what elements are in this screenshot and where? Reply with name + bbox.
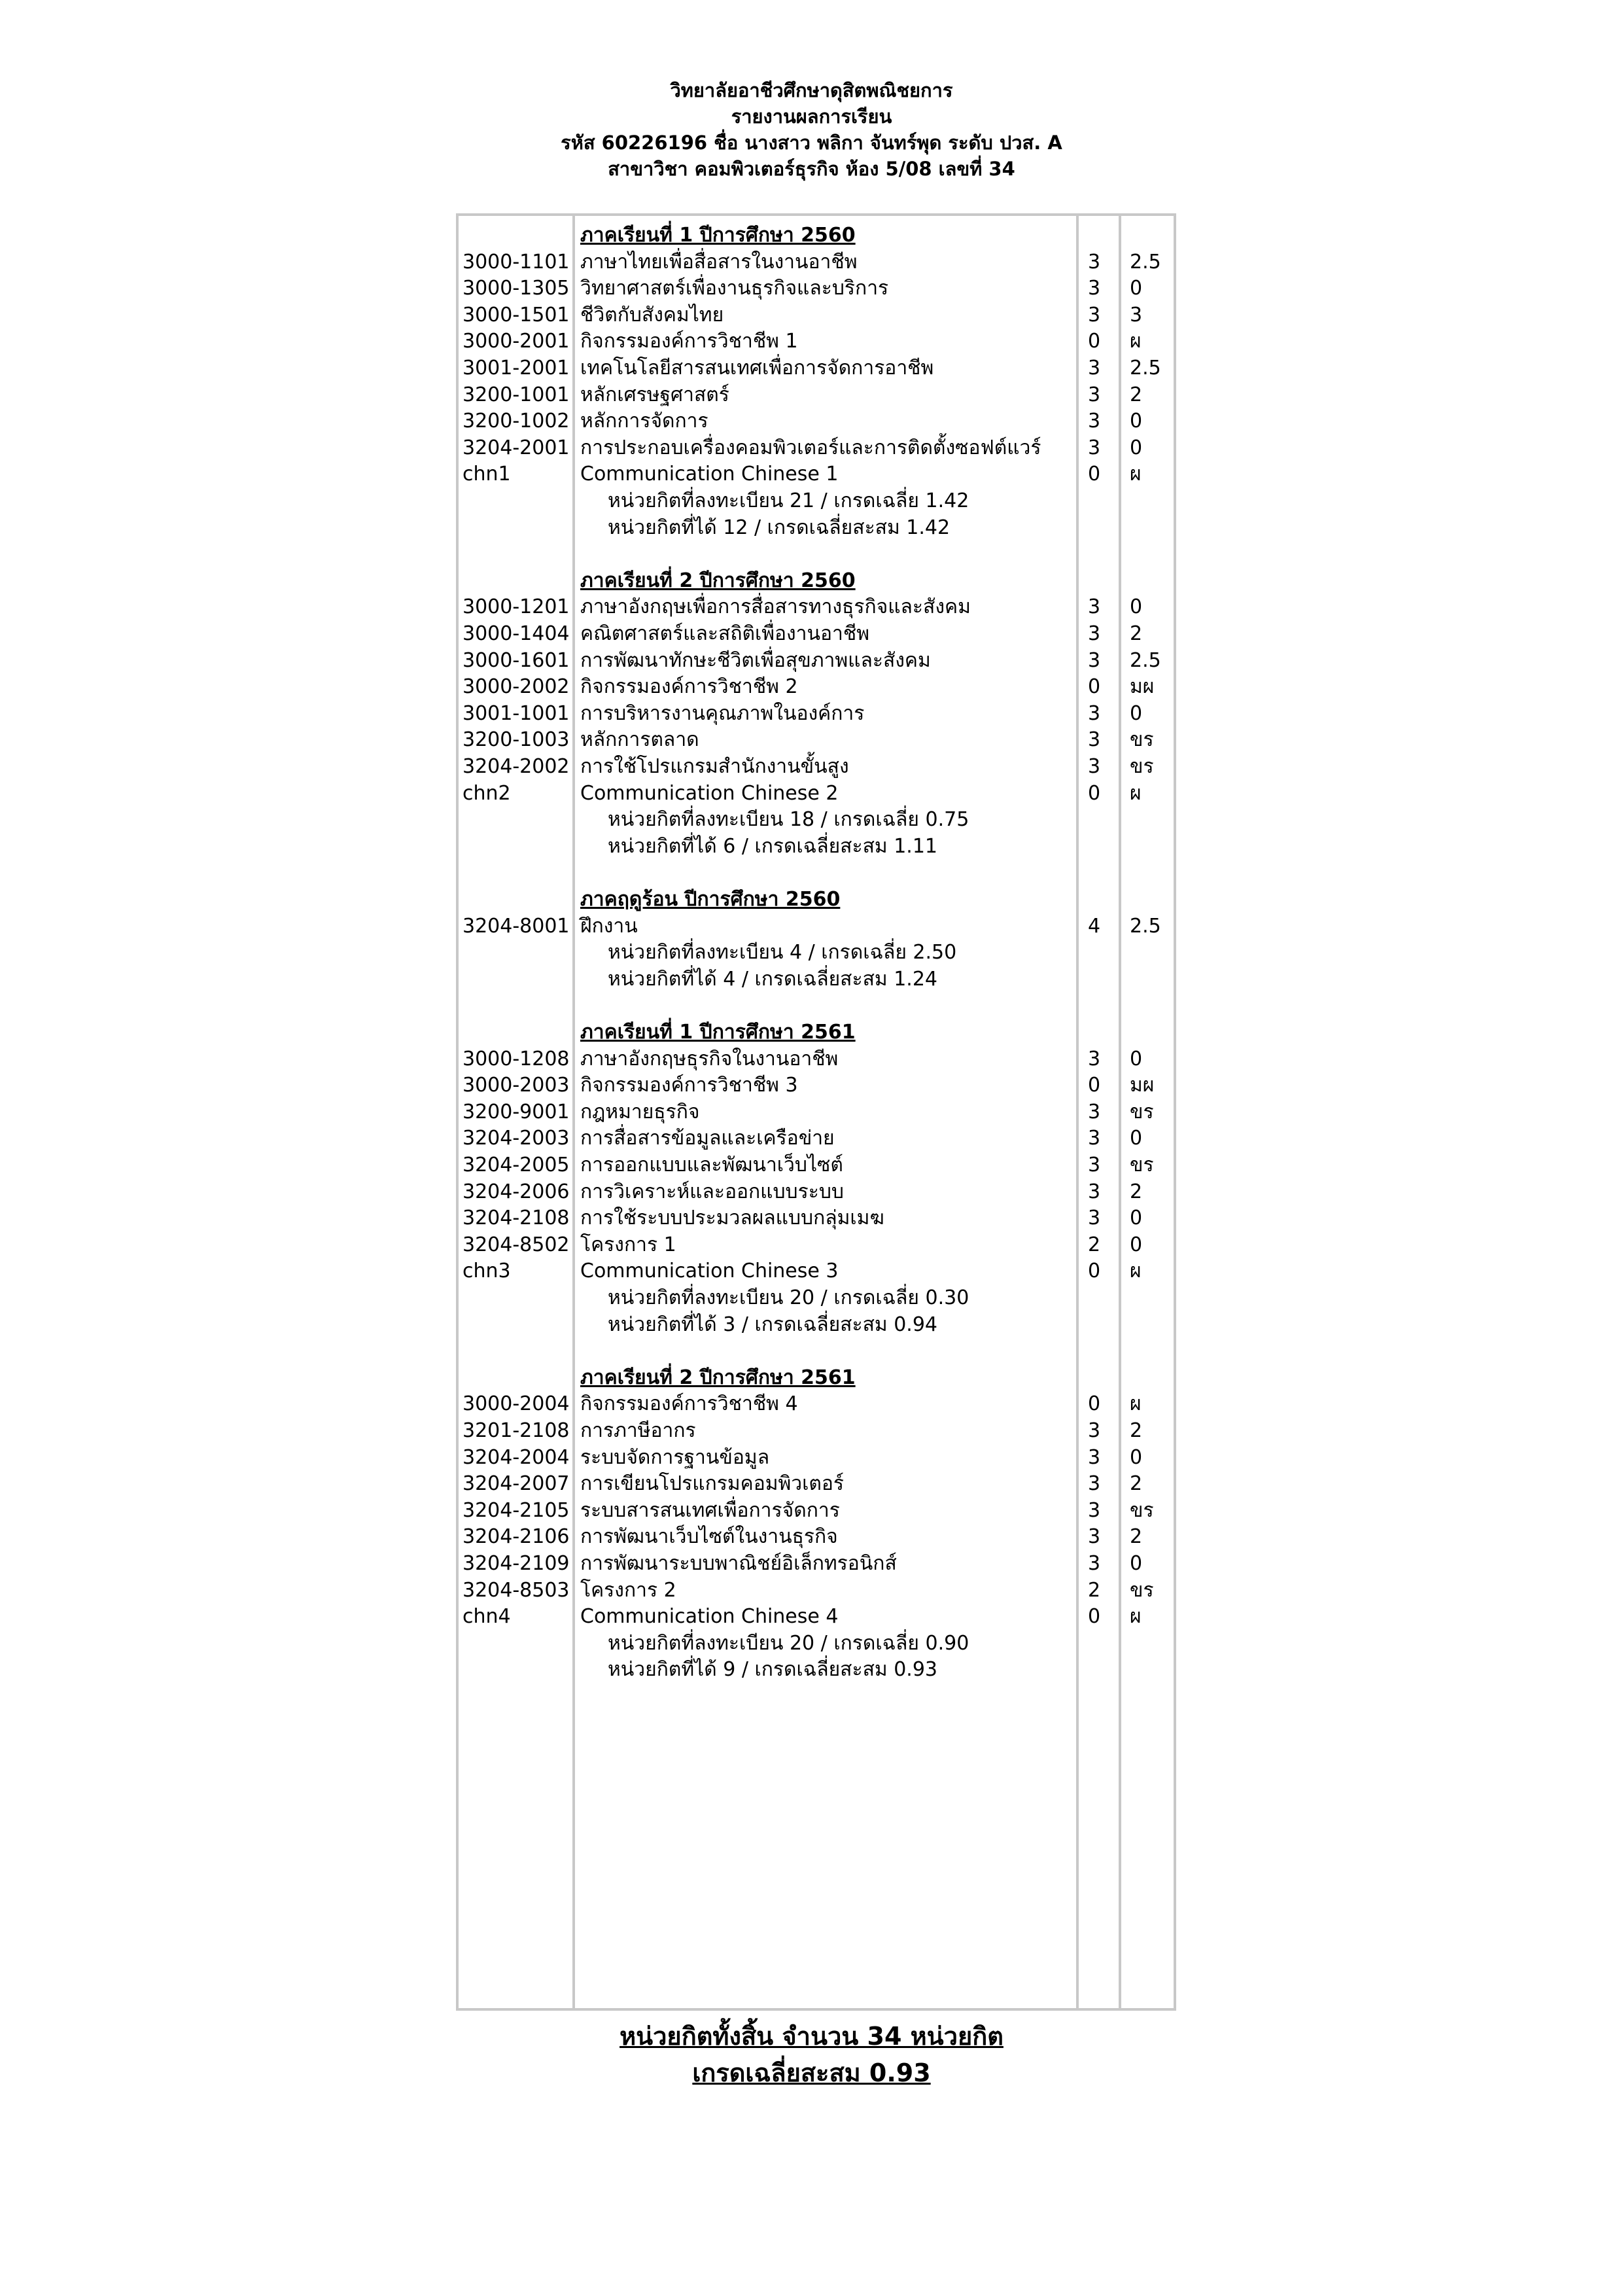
semester-title-row	[456, 1019, 1176, 1046]
course-grade: ขร	[1130, 728, 1154, 752]
course-row	[456, 382, 1176, 408]
course-name: ภาษาไทยเพื่อสื่อสารในงานอาชีพ	[580, 250, 858, 274]
course-name: ระบบสารสนเทศเพื่อการจัดการ	[580, 1498, 840, 1522]
course-name: ภาษาอังกฤษเพื่อการสื่อสารทางธุรกิจและสังคม	[580, 595, 971, 619]
registered-credits-gpa: หน่วยกิตที่ลงทะเบียน 21 / เกรดเฉลี่ย 1.42	[608, 489, 969, 512]
course-code: 3000-2003	[462, 1074, 570, 1097]
registered-credits-gpa: หน่วยกิตที่ลงทะเบียน 20 / เกรดเฉลี่ย 0.30	[608, 1286, 969, 1309]
course-code: 3204-2108	[462, 1207, 570, 1230]
semester-summary-earned	[456, 515, 1176, 541]
course-credit: 3	[1088, 1180, 1101, 1203]
course-grade: 0	[1130, 1552, 1143, 1575]
course-grade: 3	[1130, 303, 1143, 327]
course-name: หลักการจัดการ	[580, 410, 708, 433]
course-row	[456, 1604, 1176, 1630]
course-code: 3000-2001	[462, 330, 570, 353]
course-name: การประกอบเครื่องคอมพิวเตอร์และการติดตั้งซอฟต์แวร์	[580, 436, 1041, 459]
course-row	[456, 1099, 1176, 1125]
semester-title: ภาคเรียนที่ 1 ปีการศึกษา 2561	[580, 1021, 856, 1044]
course-row	[456, 701, 1176, 727]
course-grade: 2	[1130, 383, 1143, 406]
course-grade: 0	[1130, 595, 1143, 619]
course-name: ระบบจัดการฐานข้อมูล	[580, 1445, 770, 1469]
table-border-bottom	[456, 2008, 1176, 2011]
course-name: การออกแบบและพัฒนาเว็บไซต์	[580, 1154, 843, 1176]
semester-title: ภาคเรียนที่ 2 ปีการศึกษา 2561	[580, 1366, 856, 1389]
course-row	[456, 302, 1176, 328]
course-name: การสื่อสารข้อมูลและเครือข่าย	[580, 1127, 835, 1150]
course-name: หลักการตลาด	[580, 728, 699, 752]
course-name: กิจกรรมองค์การวิชาชีพ 2	[580, 675, 798, 699]
course-row	[456, 1551, 1176, 1577]
course-code: chn3	[462, 1260, 511, 1283]
semester-summary-registered	[456, 1285, 1176, 1311]
course-row	[456, 1498, 1176, 1524]
cumulative-gpa: เกรดเฉลี่ยสะสม 0.93	[692, 2058, 931, 2087]
course-name: การวิเคราะห์และออกแบบระบบ	[580, 1180, 844, 1203]
total-credits: หน่วยกิตทั้งสิ้น จำนวน 34 หน่วยกิต	[620, 2022, 1003, 2051]
course-code: 3204-2105	[462, 1498, 570, 1522]
course-credit: 3	[1088, 1552, 1101, 1575]
course-grade: ขร	[1130, 1498, 1154, 1522]
course-code: 3000-1208	[462, 1047, 570, 1070]
course-name: การบริหารงานคุณภาพในองค์การ	[580, 701, 865, 725]
course-row	[456, 1125, 1176, 1152]
course-row	[456, 913, 1176, 940]
course-credit: 0	[1088, 781, 1101, 805]
course-credit: 3	[1088, 1445, 1101, 1469]
course-name: กิจกรรมองค์การวิชาชีพ 3	[580, 1074, 798, 1097]
course-grade: ขร	[1130, 1100, 1154, 1123]
course-name: โครงการ 2	[580, 1578, 676, 1602]
course-code: 3001-2001	[462, 357, 570, 380]
course-row	[456, 1578, 1176, 1604]
course-credit: 3	[1088, 410, 1101, 433]
course-code: 3000-1101	[462, 250, 570, 274]
course-row	[456, 1205, 1176, 1231]
semester-title: ภาคเรียนที่ 2 ปีการศึกษา 2560	[580, 569, 856, 592]
course-grade: 0	[1130, 410, 1143, 433]
semester-title-row	[456, 568, 1176, 594]
course-row	[456, 648, 1176, 674]
course-code: 3000-1501	[462, 303, 570, 327]
course-name: ฝึกงาน	[580, 914, 638, 938]
registered-credits-gpa: หน่วยกิตที่ลงทะเบียน 20 / เกรดเฉลี่ย 0.90	[608, 1631, 969, 1655]
registered-credits-gpa: หน่วยกิตที่ลงทะเบียน 18 / เกรดเฉลี่ย 0.75	[608, 808, 969, 832]
course-code: 3001-1001	[462, 701, 570, 725]
earned-credits-gpax: หน่วยกิตที่ได้ 12 / เกรดเฉลี่ยสะสม 1.42	[608, 516, 951, 539]
course-row	[456, 1152, 1176, 1178]
course-row	[456, 408, 1176, 434]
course-credit: 3	[1088, 1100, 1101, 1123]
grades-table	[456, 213, 1176, 2011]
course-row	[456, 1046, 1176, 1072]
course-code: 3204-2109	[462, 1552, 570, 1575]
course-credit: 3	[1088, 436, 1101, 459]
course-name: เทคโนโลยีสารสนเทศเพื่อการจัดการอาชีพ	[580, 357, 934, 380]
course-row	[456, 1179, 1176, 1205]
course-credit: 3	[1088, 622, 1101, 645]
course-code: 3204-8502	[462, 1233, 570, 1256]
course-credit: 0	[1088, 1260, 1101, 1283]
course-name: Communication Chinese 2	[580, 781, 839, 805]
college-name: วิทยาลัยอาชีวศึกษาดุสิตพณิชยการ	[670, 79, 953, 101]
course-grade: 2	[1130, 1525, 1143, 1549]
course-code: 3204-2004	[462, 1445, 570, 1469]
course-grade: ขร	[1130, 1154, 1154, 1176]
course-name: ชีวิตกับสังคมไทย	[580, 303, 724, 327]
course-row	[456, 1258, 1176, 1284]
program-info: สาขาวิชา คอมพิวเตอร์ธุรกิจ ห้อง 5/08 เลขที่ 34	[608, 158, 1015, 180]
course-code: 3204-2106	[462, 1525, 570, 1549]
course-grade: ผ	[1130, 330, 1142, 353]
course-grade: 2.5	[1130, 914, 1161, 938]
earned-credits-gpax: หน่วยกิตที่ได้ 9 / เกรดเฉลี่ยสะสม 0.93	[608, 1658, 938, 1682]
course-code: 3200-1001	[462, 383, 570, 406]
course-credit: 3	[1088, 595, 1101, 619]
course-grade: 2.5	[1130, 648, 1161, 672]
course-name: การพัฒนาระบบพาณิชย์อิเล็กทรอนิกส์	[580, 1552, 897, 1575]
course-grade: ขร	[1130, 755, 1154, 778]
course-code: 3204-2001	[462, 436, 570, 459]
semester-title: ภาคฤดูร้อน ปีการศึกษา 2560	[580, 888, 841, 911]
course-code: 3204-2006	[462, 1180, 570, 1203]
course-name: หลักเศรษฐศาสตร์	[580, 383, 729, 406]
course-grade: ผ	[1130, 463, 1142, 486]
course-credit: 3	[1088, 303, 1101, 327]
course-code: 3204-8503	[462, 1578, 570, 1602]
course-credit: 3	[1088, 1419, 1101, 1442]
course-name: การภาษีอากร	[580, 1419, 696, 1442]
course-credit: 3	[1088, 1472, 1101, 1496]
registered-credits-gpa: หน่วยกิตที่ลงทะเบียน 4 / เกรดเฉลี่ย 2.50	[608, 941, 957, 964]
course-code: chn2	[462, 781, 511, 805]
table-border-top	[456, 213, 1176, 216]
course-credit: 3	[1088, 755, 1101, 778]
course-code: 3200-1003	[462, 728, 570, 752]
course-credit: 3	[1088, 277, 1101, 300]
course-name: กิจกรรมองค์การวิชาชีพ 4	[580, 1392, 798, 1416]
course-credit: 3	[1088, 728, 1101, 752]
course-row	[456, 727, 1176, 753]
course-credit: 3	[1088, 1154, 1101, 1176]
course-row	[456, 1232, 1176, 1258]
course-grade: 0	[1130, 1445, 1143, 1469]
course-grade: 0	[1130, 436, 1143, 459]
semester-summary-earned	[456, 1312, 1176, 1338]
course-row	[456, 435, 1176, 461]
course-grade: 0	[1130, 1127, 1143, 1150]
course-grade: 2.5	[1130, 250, 1161, 274]
course-credit: 0	[1088, 463, 1101, 486]
course-code: 3200-9001	[462, 1100, 570, 1123]
transcript-header	[0, 77, 1623, 182]
course-credit: 4	[1088, 914, 1101, 938]
course-grade: 0	[1130, 701, 1143, 725]
course-code: 3201-2108	[462, 1419, 570, 1442]
course-credit: 0	[1088, 1605, 1101, 1629]
course-row	[456, 328, 1176, 355]
earned-credits-gpax: หน่วยกิตที่ได้ 3 / เกรดเฉลี่ยสะสม 0.94	[608, 1313, 938, 1336]
course-name: ภาษาอังกฤษธุรกิจในงานอาชีพ	[580, 1047, 839, 1070]
course-row	[456, 754, 1176, 780]
course-code: 3000-1404	[462, 622, 570, 645]
course-row	[456, 275, 1176, 302]
course-row	[456, 249, 1176, 275]
course-name: การพัฒนาทักษะชีวิตเพื่อสุขภาพและสังคม	[580, 648, 931, 672]
course-grade: ผ	[1130, 781, 1142, 805]
course-code: chn1	[462, 463, 511, 486]
course-credit: 3	[1088, 1525, 1101, 1549]
course-grade: ขร	[1130, 1578, 1154, 1602]
course-row	[456, 355, 1176, 381]
course-grade: 2	[1130, 1472, 1143, 1496]
course-credit: 3	[1088, 648, 1101, 672]
semester-title-row	[456, 1365, 1176, 1391]
course-code: 3000-1305	[462, 277, 570, 300]
course-row	[456, 1445, 1176, 1471]
course-grade: มผ	[1130, 675, 1155, 699]
course-grade: มผ	[1130, 1074, 1155, 1097]
course-row	[456, 1391, 1176, 1417]
course-name: กิจกรรมองค์การวิชาชีพ 1	[580, 330, 798, 353]
course-code: 3000-1201	[462, 595, 570, 619]
course-name: การเขียนโปรแกรมคอมพิวเตอร์	[580, 1472, 844, 1496]
course-code: 3000-2004	[462, 1392, 570, 1416]
course-code: 3000-2002	[462, 675, 570, 699]
semester-summary-registered	[456, 1631, 1176, 1657]
course-code: 3204-8001	[462, 914, 570, 938]
course-name: คณิตศาสตร์และสถิติเพื่องานอาชีพ	[580, 622, 870, 645]
course-credit: 3	[1088, 383, 1101, 406]
course-name: โครงการ 1	[580, 1233, 676, 1256]
course-grade: 0	[1130, 1047, 1143, 1070]
course-credit: 0	[1088, 1074, 1101, 1097]
course-row	[456, 1418, 1176, 1444]
student-info: รหัส 60226196 ชื่อ นางสาว พลิกา จันทร์พุด ระดับ ปวส. A	[561, 132, 1062, 154]
course-row	[456, 1471, 1176, 1497]
course-row	[456, 621, 1176, 647]
semester-title-row	[456, 222, 1176, 249]
course-credit: 3	[1088, 1498, 1101, 1522]
course-name: การใช้โปรแกรมสำนักงานขั้นสูง	[580, 755, 849, 778]
course-grade: ผ	[1130, 1392, 1142, 1416]
transcript-footer	[0, 2018, 1623, 2091]
course-row	[456, 594, 1176, 620]
course-code: 3204-2003	[462, 1127, 570, 1150]
semester-summary-earned	[456, 1657, 1176, 1683]
course-grade: ผ	[1130, 1605, 1142, 1629]
semester-title-row	[456, 887, 1176, 913]
course-credit: 3	[1088, 250, 1101, 274]
course-code: 3200-1002	[462, 410, 570, 433]
course-row	[456, 781, 1176, 807]
course-row	[456, 1072, 1176, 1099]
course-code: 3204-2007	[462, 1472, 570, 1496]
course-row	[456, 674, 1176, 700]
semester-title: ภาคเรียนที่ 1 ปีการศึกษา 2560	[580, 224, 856, 247]
course-credit: 3	[1088, 357, 1101, 380]
course-credit: 3	[1088, 1207, 1101, 1230]
course-grade: ผ	[1130, 1260, 1142, 1283]
course-credit: 3	[1088, 1047, 1101, 1070]
course-name: กฎหมายธุรกิจ	[580, 1100, 700, 1123]
semester-summary-registered	[456, 807, 1176, 833]
course-grade: 2	[1130, 1419, 1143, 1442]
course-name: Communication Chinese 4	[580, 1605, 839, 1629]
course-credit: 2	[1088, 1578, 1101, 1602]
course-code: 3204-2002	[462, 755, 570, 778]
course-name: การใช้ระบบประมวลผลแบบกลุ่มเมฆ	[580, 1207, 884, 1230]
course-name: Communication Chinese 1	[580, 463, 839, 486]
course-code: 3204-2005	[462, 1154, 570, 1176]
earned-credits-gpax: หน่วยกิตที่ได้ 6 / เกรดเฉลี่ยสะสม 1.11	[608, 834, 938, 858]
semester-summary-registered	[456, 940, 1176, 966]
course-code: chn4	[462, 1605, 511, 1629]
course-grade: 2	[1130, 1180, 1143, 1203]
course-credit: 3	[1088, 1127, 1101, 1150]
course-name: Communication Chinese 3	[580, 1260, 839, 1283]
course-credit: 2	[1088, 1233, 1101, 1256]
course-name: วิทยาศาสตร์เพื่องานธุรกิจและบริการ	[580, 277, 889, 300]
course-name: การพัฒนาเว็บไซต์ในงานธุรกิจ	[580, 1525, 838, 1549]
semester-summary-earned	[456, 834, 1176, 860]
report-title: รายงานผลการเรียน	[731, 105, 892, 128]
semester-summary-earned	[456, 966, 1176, 993]
course-credit: 0	[1088, 1392, 1101, 1416]
course-grade: 2	[1130, 622, 1143, 645]
course-row	[456, 1524, 1176, 1550]
earned-credits-gpax: หน่วยกิตที่ได้ 4 / เกรดเฉลี่ยสะสม 1.24	[608, 967, 938, 991]
course-grade: 0	[1130, 1233, 1143, 1256]
semester-summary-registered	[456, 488, 1176, 514]
course-credit: 3	[1088, 701, 1101, 725]
course-credit: 0	[1088, 330, 1101, 353]
course-credit: 0	[1088, 675, 1101, 699]
course-grade: 2.5	[1130, 357, 1161, 380]
course-grade: 0	[1130, 1207, 1143, 1230]
course-row	[456, 461, 1176, 487]
course-code: 3000-1601	[462, 648, 570, 672]
course-grade: 0	[1130, 277, 1143, 300]
